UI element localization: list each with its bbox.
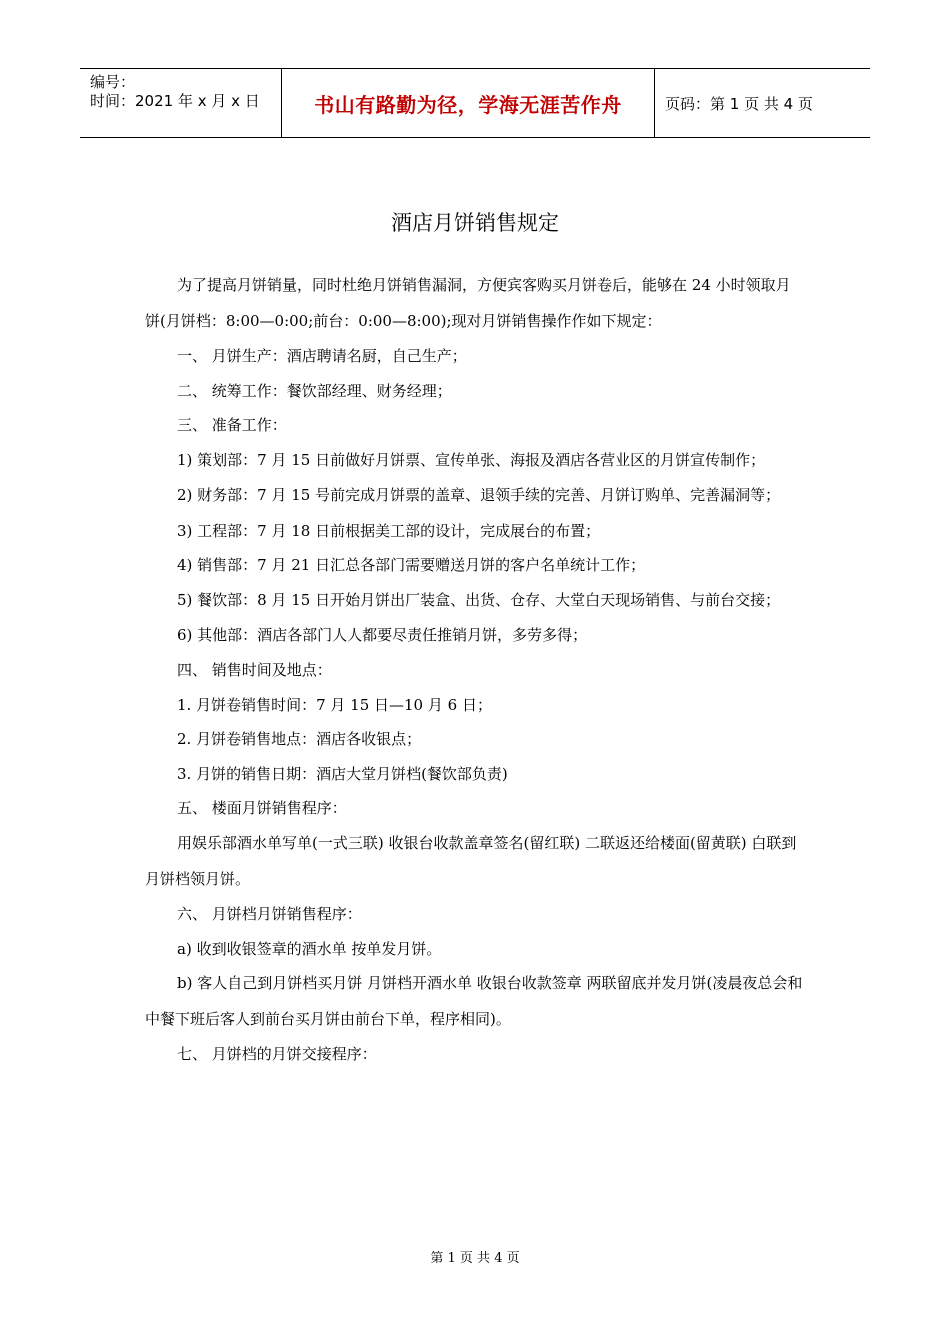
header-number-label: 编号：: [90, 73, 136, 91]
sales-item-3: 3. 月饼的销售日期：酒店大堂月饼档(餐饮部负责): [177, 764, 508, 783]
prep-item-5: 5) 餐饮部：8 月 15 日开始月饼出厂装盒、出货、仓存、大堂白天现场销售、与前台交接；: [177, 590, 781, 609]
section-2: 二、 统筹工作：餐饮部经理、财务经理；: [177, 381, 452, 400]
prep-item-4: 4) 销售部：7 月 21 日汇总各部门需要赠送月饼的客户名单统计工作；: [177, 556, 646, 575]
document-header-table: [80, 68, 870, 138]
page-footer: 第 1 页 共 4 页: [430, 1251, 520, 1266]
document-title: 酒店月饼销售规定: [391, 211, 559, 235]
document-body: [145, 268, 805, 1072]
prep-item-1: 1) 策划部：7 月 15 日前做好月饼票、宣传单张、海报及酒店各营业区的月饼宣传制作；: [177, 450, 766, 469]
procedure-item-a: a) 收到收银签章的酒水单 按单发月饼。: [177, 939, 442, 958]
section-4-heading: 四、 销售时间及地点：: [177, 661, 332, 680]
prep-item-6: 6) 其他部：酒店各部门人人都要尽责任推销月饼，多劳多得；: [177, 626, 588, 645]
section-3-heading: 三、 准备工作：: [177, 416, 287, 435]
header-time-label: 时间：2021 年 x 月 x 日: [90, 92, 260, 110]
prep-item-3: 3) 工程部：7 月 18 日前根据美工部的设计，完成展台的布置；: [177, 521, 601, 540]
header-motto: 书山有路勤为径，学海无涯苦作舟: [282, 69, 655, 137]
procedure-item-b: b) 客人自己到月饼档买月饼 月饼档开酒水单 收银台收款签章 两联留底并发月饼(凌晨夜总会和中餐下班后客人到前台买月饼由前台下单，程序相同)。: [145, 974, 803, 1028]
section-5-body: 用娱乐部酒水单写单(一式三联) 收银台收款盖章签名(留红联) 二联返还给楼面(留黄联) 白联到月饼档领月饼。: [145, 834, 797, 888]
header-page-info: 页码：第 1 页 共 4 页: [665, 94, 813, 113]
section-6-heading: 六、 月饼档月饼销售程序：: [177, 905, 362, 924]
prep-item-2: 2) 财务部：7 月 15 号前完成月饼票的盖章、退领手续的完善、月饼订购单、完善漏洞等；: [177, 486, 781, 505]
sales-item-1: 1. 月饼卷销售时间：7 月 15 日—10 月 6 日；: [177, 695, 492, 714]
section-7-heading: 七、 月饼档的月饼交接程序：: [177, 1045, 377, 1064]
header-meta-cell: [80, 69, 282, 137]
section-1: 一、 月饼生产：酒店聘请名厨，自己生产；: [177, 347, 467, 365]
section-5-heading: 五、 楼面月饼销售程序：: [177, 799, 347, 818]
sales-item-2: 2. 月饼卷销售地点：酒店各收银点；: [177, 730, 422, 749]
intro-paragraph: 为了提高月饼销量，同时杜绝月饼销售漏洞，方便宾客购买月饼卷后，能够在 24 小时领取月饼(月饼档：8:00—0:00;前台：0:00—8:00);现对月饼销售操作作如下规定：: [145, 276, 791, 330]
